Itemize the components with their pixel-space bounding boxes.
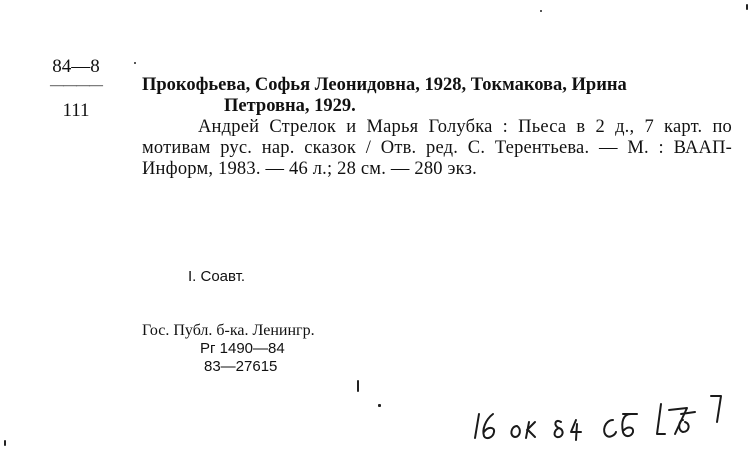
classification-divider: ———— xyxy=(50,78,102,93)
library-info xyxy=(142,322,315,376)
bibliographic-entry xyxy=(142,75,732,180)
author-heading xyxy=(142,75,732,117)
author-heading-line2: Петровна, 1929. xyxy=(224,96,356,116)
handwritten-note xyxy=(473,392,748,448)
scan-speck xyxy=(134,62,136,64)
library-card-number: 83—27615 xyxy=(204,358,278,375)
tracing-note: I. Соавт. xyxy=(188,268,246,285)
scan-speck xyxy=(4,440,6,446)
classification-number xyxy=(26,55,126,123)
classification-bottom: 111 xyxy=(62,100,90,121)
library-name: Гос. Публ. б-ка. Ленингр. xyxy=(142,322,315,339)
scan-speck xyxy=(540,10,542,12)
scan-speck xyxy=(378,404,381,407)
classification-top: 84—8 xyxy=(52,56,100,77)
scan-speck xyxy=(357,380,359,392)
scan-speck xyxy=(746,4,748,10)
author-heading-line1: Прокофьева, Софья Леонидовна, 1928, Токмакова, Ирина xyxy=(142,75,627,95)
library-register-number: Рг 1490—84 xyxy=(200,340,285,357)
title-description: Андрей Стрелок и Марья Голубка : Пьеса в 2 д., 7 карт. по мотивам рус. нар. сказок / Отв. ред. С. Терентьева. — М. : ВААП-Информ, 1983. — 46 л.; 28 см. — 280 экз. xyxy=(142,117,732,179)
